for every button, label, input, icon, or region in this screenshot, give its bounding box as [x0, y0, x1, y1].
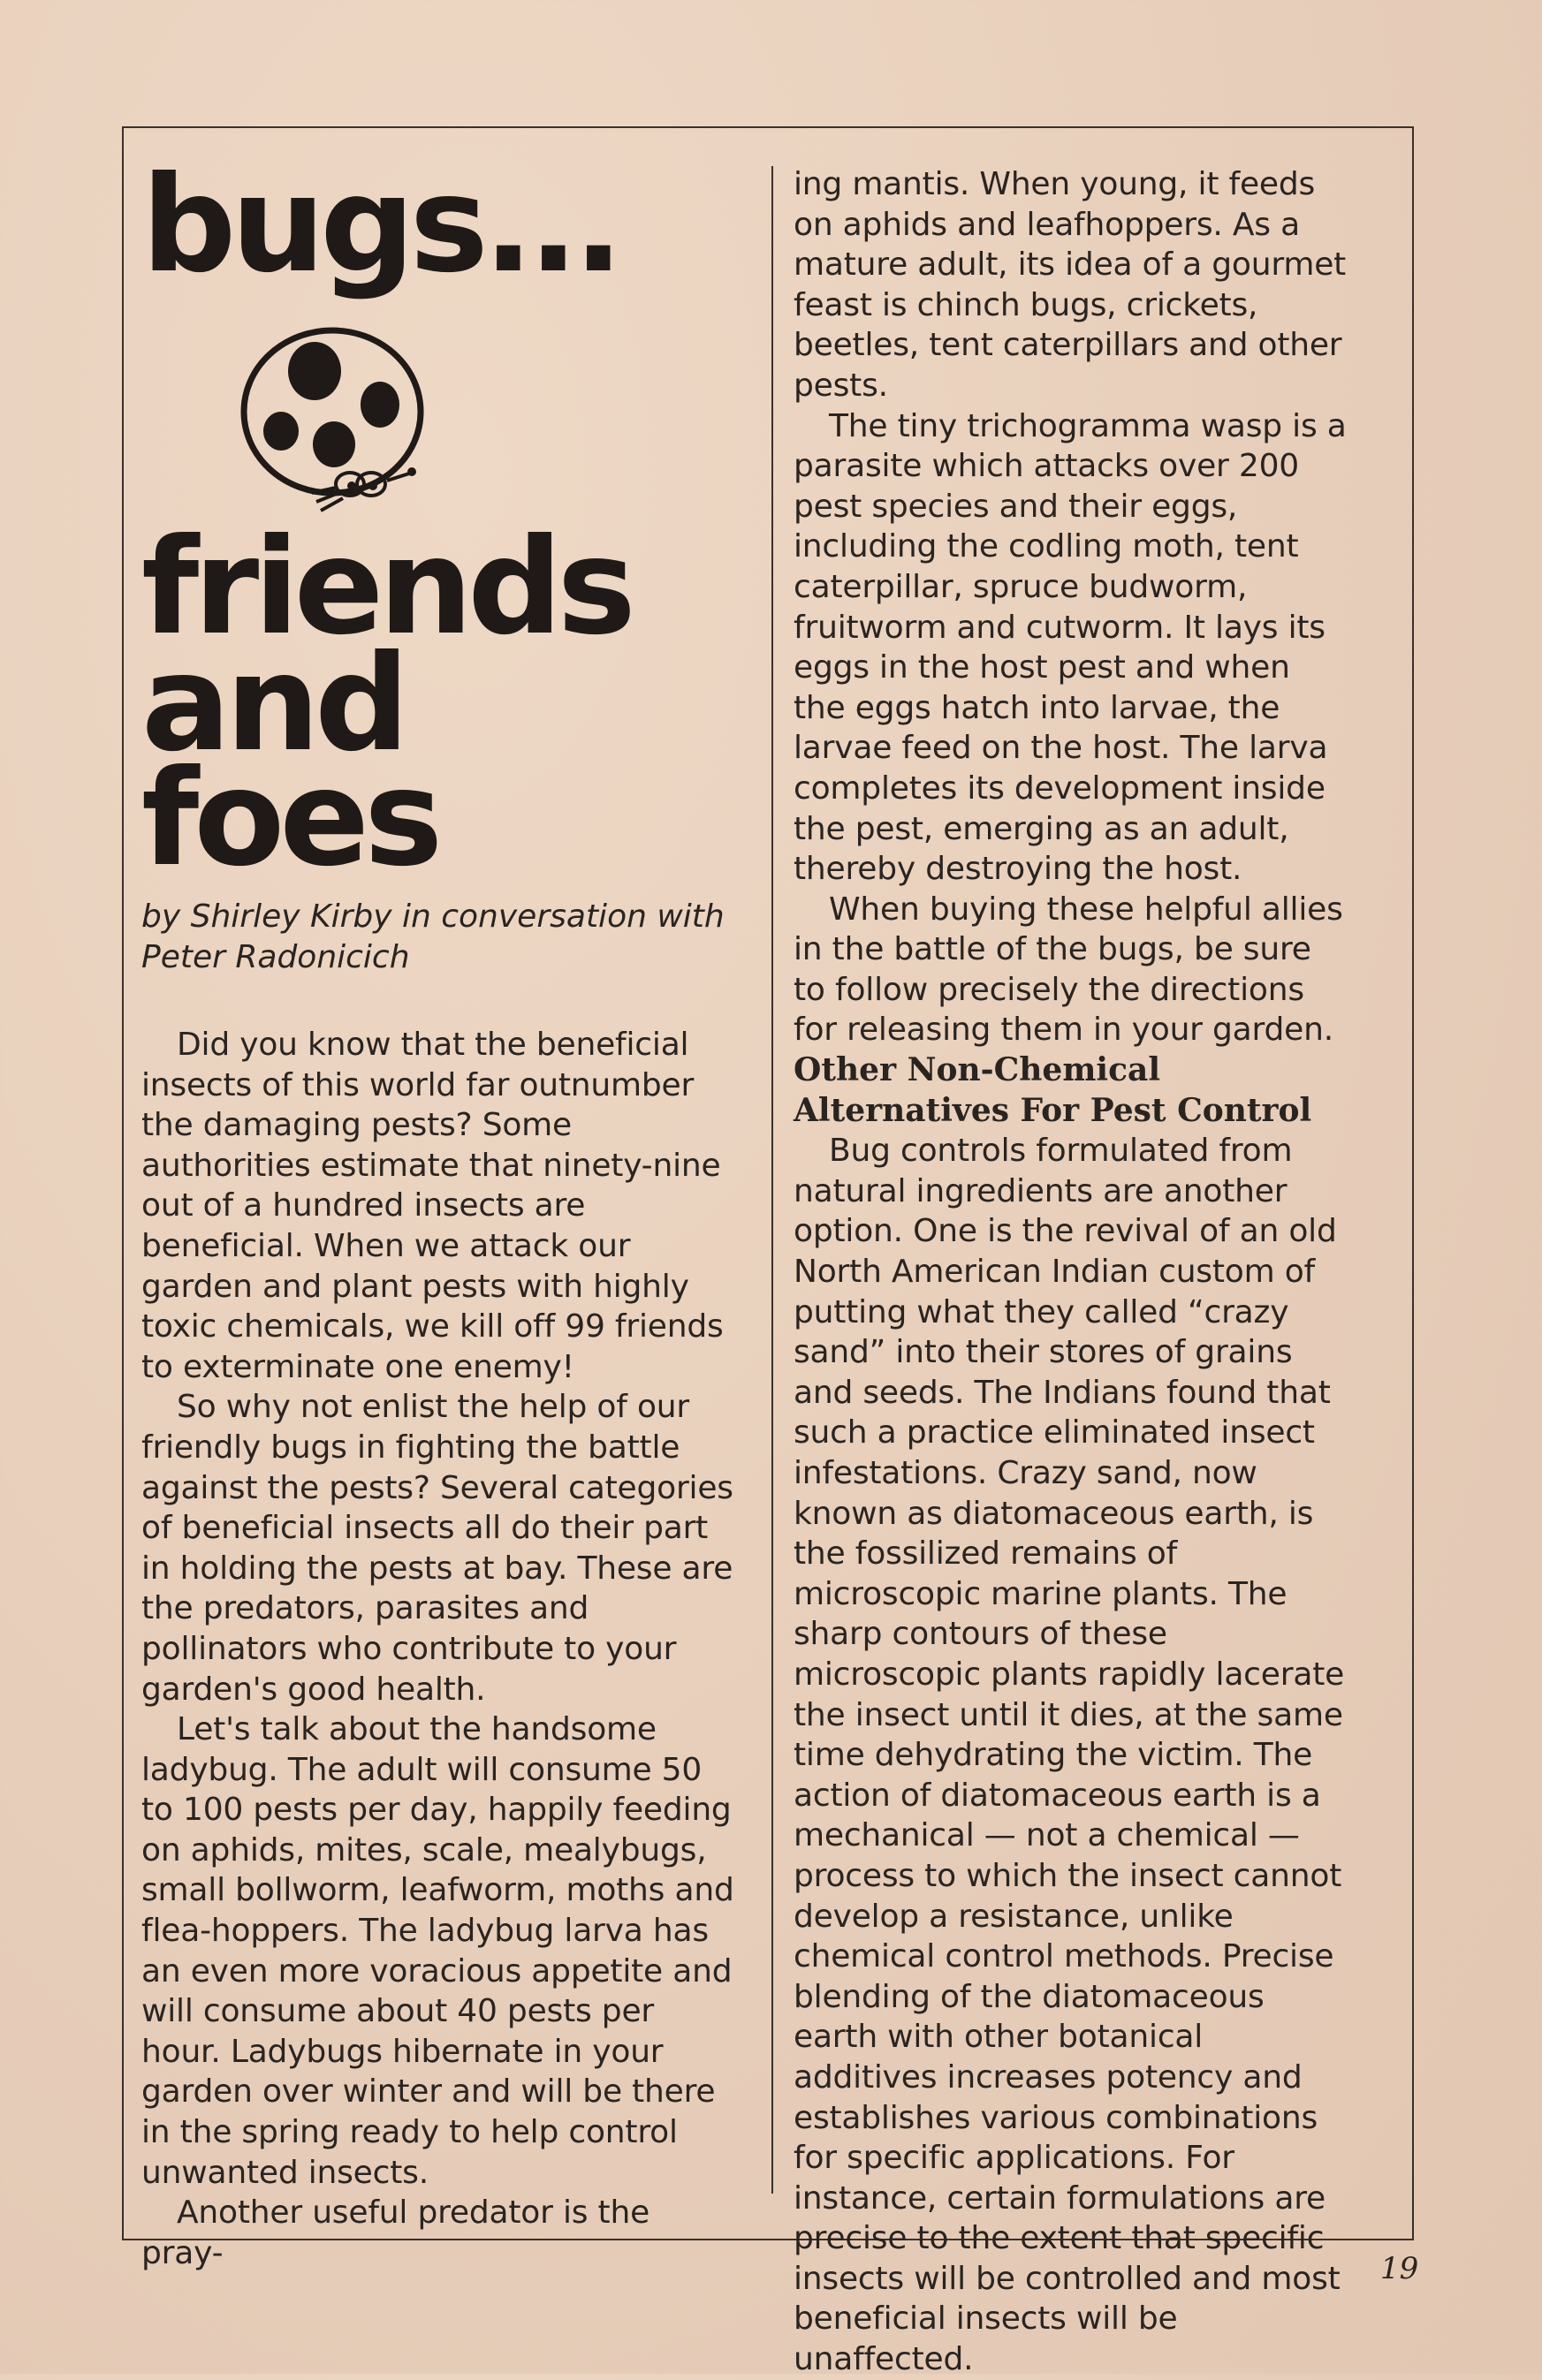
ladybug-icon: [228, 325, 436, 519]
paragraph: Another useful predator is the pray-: [141, 2194, 650, 2271]
paragraph: The tiny trichogramma wasp is a parasite which attacks over 200 pest species and their eggs, including the codling moth, tent caterpillar, spruce budworm, fruitworm and cutworm. It lays its eggs in the host pest and when the eggs hatch into larvae, the larvae feed on the host. The larva completes its development inside the pest, emerging as an adult, thereby destroying the host.: [794, 407, 1347, 888]
column-divider: [771, 166, 773, 2194]
title-line-bugs: bugs...: [141, 148, 619, 302]
paragraph: Bug controls formulated from natural ingredients are another option. One is the revival of an old North American Indian custom of putting what they called “crazy sand” into their stores of grains and seeds. The Indians found that such a practice eliminated insect infestations. Crazy sand, now known as diatomaceous earth, is the fossilized remains of microscopic marine plants. The sharp contours of these microscopic plants rapidly lacerate the insect until it dies, at the same time dehydrating the victim. The action of diatomaceous earth is a mechanical — not a chemical — process to which the insect cannot develop a resistance, unlike chemical control methods. Precise blending of the diatomaceous earth with other botanical additives increases potency and establishes various combinations for specific applications. For instance, certain formulations are precise to the extent that specific insects will be controlled and most beneficial insects will be unaffected.: [794, 1133, 1345, 2378]
right-column: [794, 164, 1350, 2380]
paragraph: So why not enlist the help of our friendly bugs in fighting the battle against the pests? Several categories of beneficial insects all do their part in holding the pests at bay. These are the predators, parasites and pollinators who contribute to your garden's good health.: [141, 1389, 733, 1708]
title-line-and: and: [141, 627, 405, 781]
page-number: 19: [1380, 2251, 1419, 2286]
paragraph: Let's talk about the handsome ladybug. The adult will consume 50 to 100 pests per day, happily feeding on aphids, mites, scale, mealybugs, small bollworm, leafworm, moths and flea-hoppers. The ladybug larva has an even more voracious appetite and will consume about 40 pests per hour. Ladybugs hibernate in your garden over winter and will be there in the spring ready to help control unwanted insects.: [141, 1711, 734, 2191]
left-column: [141, 1025, 738, 2273]
byline: by Shirley Kirby in conversation with Peter Radonicich: [141, 898, 725, 975]
paragraph: When buying these helpful allies in the battle of the bugs, be sure to follow precisely the directions for releasing them in your garden.: [794, 891, 1343, 1049]
title-line-foes: foes: [141, 742, 438, 896]
paragraph: Did you know that the beneficial insects of this world far outnumber the damaging pests? Some authorities estimate that ninety-nine out of a hundred insects are beneficial. When we attack our garden and plant pests with highly toxic chemicals, we kill off 99 friends to exterminate one enemy!: [141, 1027, 724, 1385]
title-line-friends: friends: [141, 511, 631, 664]
paragraph: ing mantis. When young, it feeds on aphids and leafhoppers. As a mature adult, its idea of a gourmet feast is chinch bugs, crickets, beetles, tent caterpillars and other pests.: [794, 166, 1347, 404]
section-heading: Other Non-Chemical Alternatives For Pest Control: [794, 1051, 1312, 1129]
